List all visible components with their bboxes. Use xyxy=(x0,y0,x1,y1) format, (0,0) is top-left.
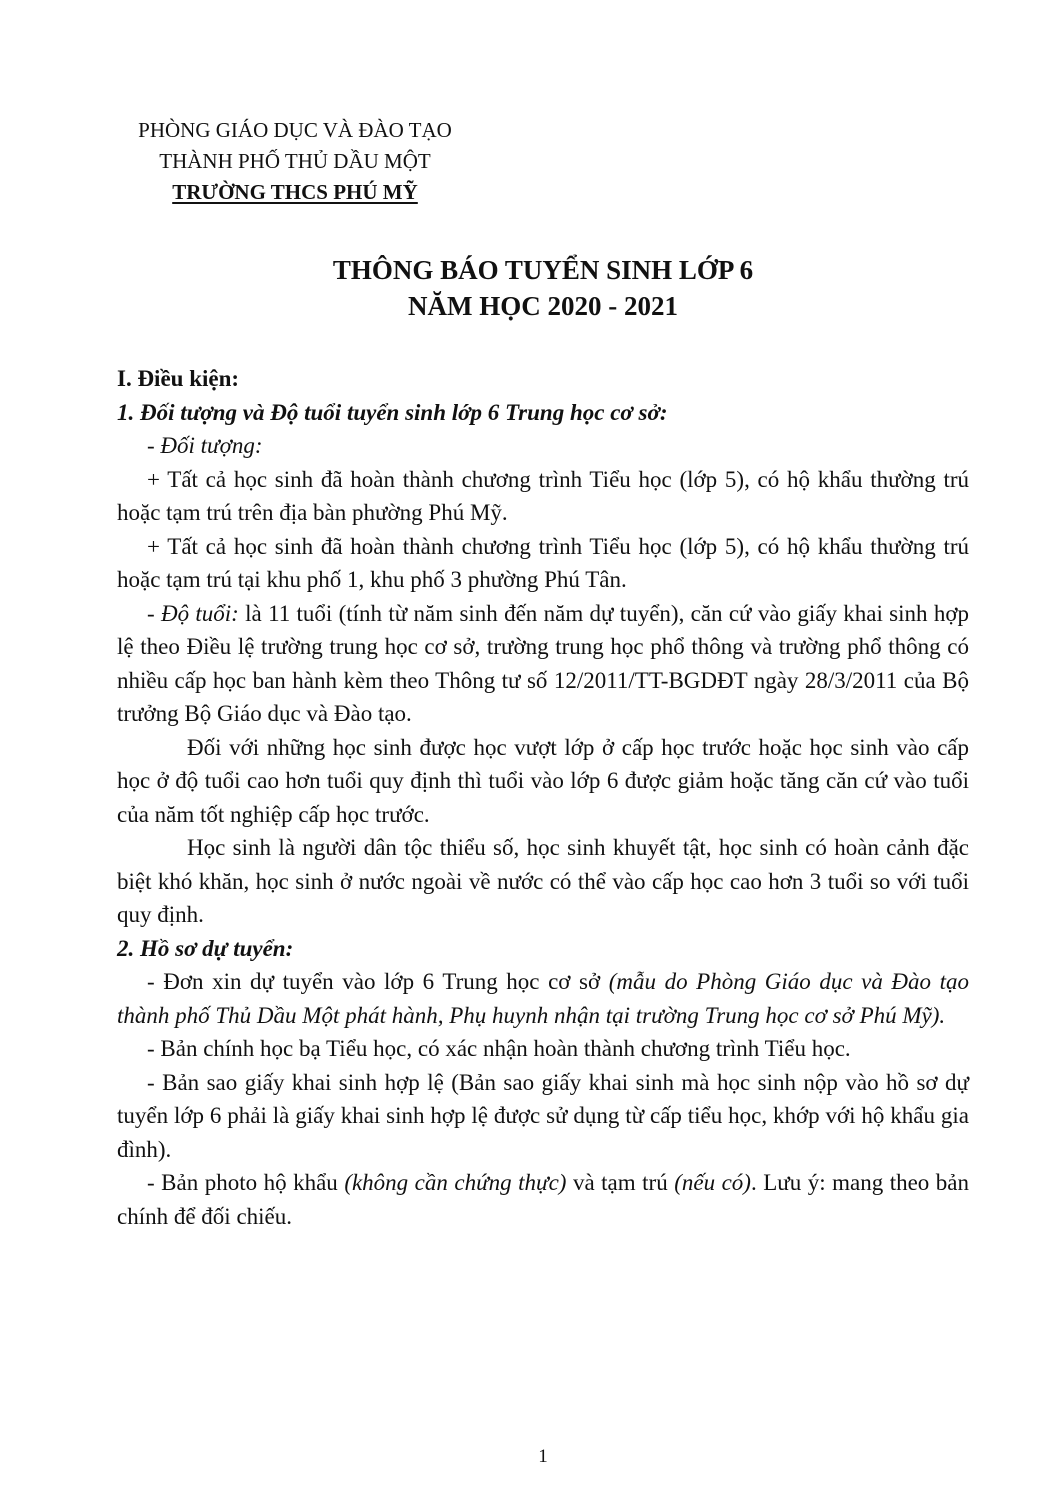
document-item-1-text: - Đơn xin dự tuyển vào lớp 6 Trung học cơ sở xyxy=(147,969,609,994)
document-item-1-note: (mẫu do Phòng Giáo dục và Đào tạo thành phố Thủ Dầu Một phát hành, Phụ huynh nhận tại trường Trung học cơ sở Phú Mỹ). xyxy=(117,969,969,1028)
label-doi-tuong: - Đối tượng: xyxy=(147,433,263,458)
paragraph-ethnic-minority: Học sinh là người dân tộc thiểu số, học sinh khuyết tật, học sinh có hoàn cảnh đặc biệt khó khăn, học sinh ở nước ngoài về nước có thể vào cấp học cao hơn 3 tuổi so với tuổi quy định. xyxy=(117,835,969,927)
document-title xyxy=(0,252,1061,324)
age-text: là 11 tuổi (tính từ năm sinh đến năm dự tuyển), căn cứ vào giấy khai sinh hợp lệ theo Điều lệ trường trung học cơ sở, trường trung học phổ thông và trường phổ thông có nhiều cấp học ban hành kèm theo Thông tư số 12/2011/TT-BGDĐT ngày 28/3/2011 của Bộ trưởng Bộ Giáo dục và Đào tạo. xyxy=(117,600,969,726)
target-item-1: + Tất cả học sinh đã hoàn thành chương trình Tiểu học (lớp 5), có hộ khẩu thường trú hoặc tạm trú trên địa bàn phường Phú Mỹ. xyxy=(117,466,969,525)
document-body xyxy=(117,362,969,1233)
header-school: TRƯỜNG THCS PHÚ MỸ xyxy=(172,180,418,204)
subsection-heading-target-age: 1. Đối tượng và Độ tuổi tuyển sinh lớp 6 Trung học cơ sở: xyxy=(117,399,668,425)
subsection-heading-documents: 2. Hồ sơ dự tuyển: xyxy=(117,935,294,961)
agency-header xyxy=(110,115,480,208)
document-item-4-d: (nếu có) xyxy=(674,1170,751,1195)
document-item-4-b: (không cần chứng thực) xyxy=(344,1170,567,1195)
document-item-4-a: - Bản photo hộ khẩu xyxy=(147,1170,345,1195)
header-city: THÀNH PHỐ THỦ DẦU MỘT xyxy=(159,149,431,173)
document-item-2: - Bản chính học bạ Tiểu học, có xác nhận hoàn thành chương trình Tiểu học. xyxy=(147,1036,851,1061)
header-department: PHÒNG GIÁO DỤC VÀ ĐÀO TẠO xyxy=(138,118,452,142)
document-item-4 xyxy=(117,1166,969,1233)
target-item-2: + Tất cả học sinh đã hoàn thành chương trình Tiểu học (lớp 5), có hộ khẩu thường trú hoặc tạm trú tại khu phố 1, khu phố 3 phường Phú Tân. xyxy=(117,533,969,592)
document-item-4-c: và tạm trú xyxy=(566,1170,675,1195)
document-item-4-e: . Lưu ý: mang theo bản chính để đối chiếu. xyxy=(117,1170,970,1229)
page-number: 1 xyxy=(538,1446,548,1467)
title-line-2: NĂM HỌC 2020 - 2021 xyxy=(408,291,678,321)
age-paragraph xyxy=(117,597,969,731)
label-do-tuoi: - Độ tuổi: xyxy=(147,600,239,626)
document-item-1 xyxy=(117,965,969,1032)
document-item-3: - Bản sao giấy khai sinh hợp lệ (Bản sao giấy khai sinh mà học sinh nộp vào hồ sơ dự tuyển lớp 6 phải là giấy khai sinh hợp lệ được sử dụng từ cấp tiểu học, khớp với hộ khẩu gia đình). xyxy=(117,1069,969,1162)
section-heading-conditions: I. Điều kiện: xyxy=(117,366,240,391)
title-line-1: THÔNG BÁO TUYỂN SINH LỚP 6 xyxy=(332,255,754,285)
paragraph-skip-grade: Đối với những học sinh được học vượt lớp ở cấp học trước hoặc học sinh vào cấp học ở độ tuổi cao hơn tuổi quy định thì tuổi vào lớp 6 được giảm hoặc tăng căn cứ vào tuổi của năm tốt nghiệp cấp học trước. xyxy=(117,734,969,827)
